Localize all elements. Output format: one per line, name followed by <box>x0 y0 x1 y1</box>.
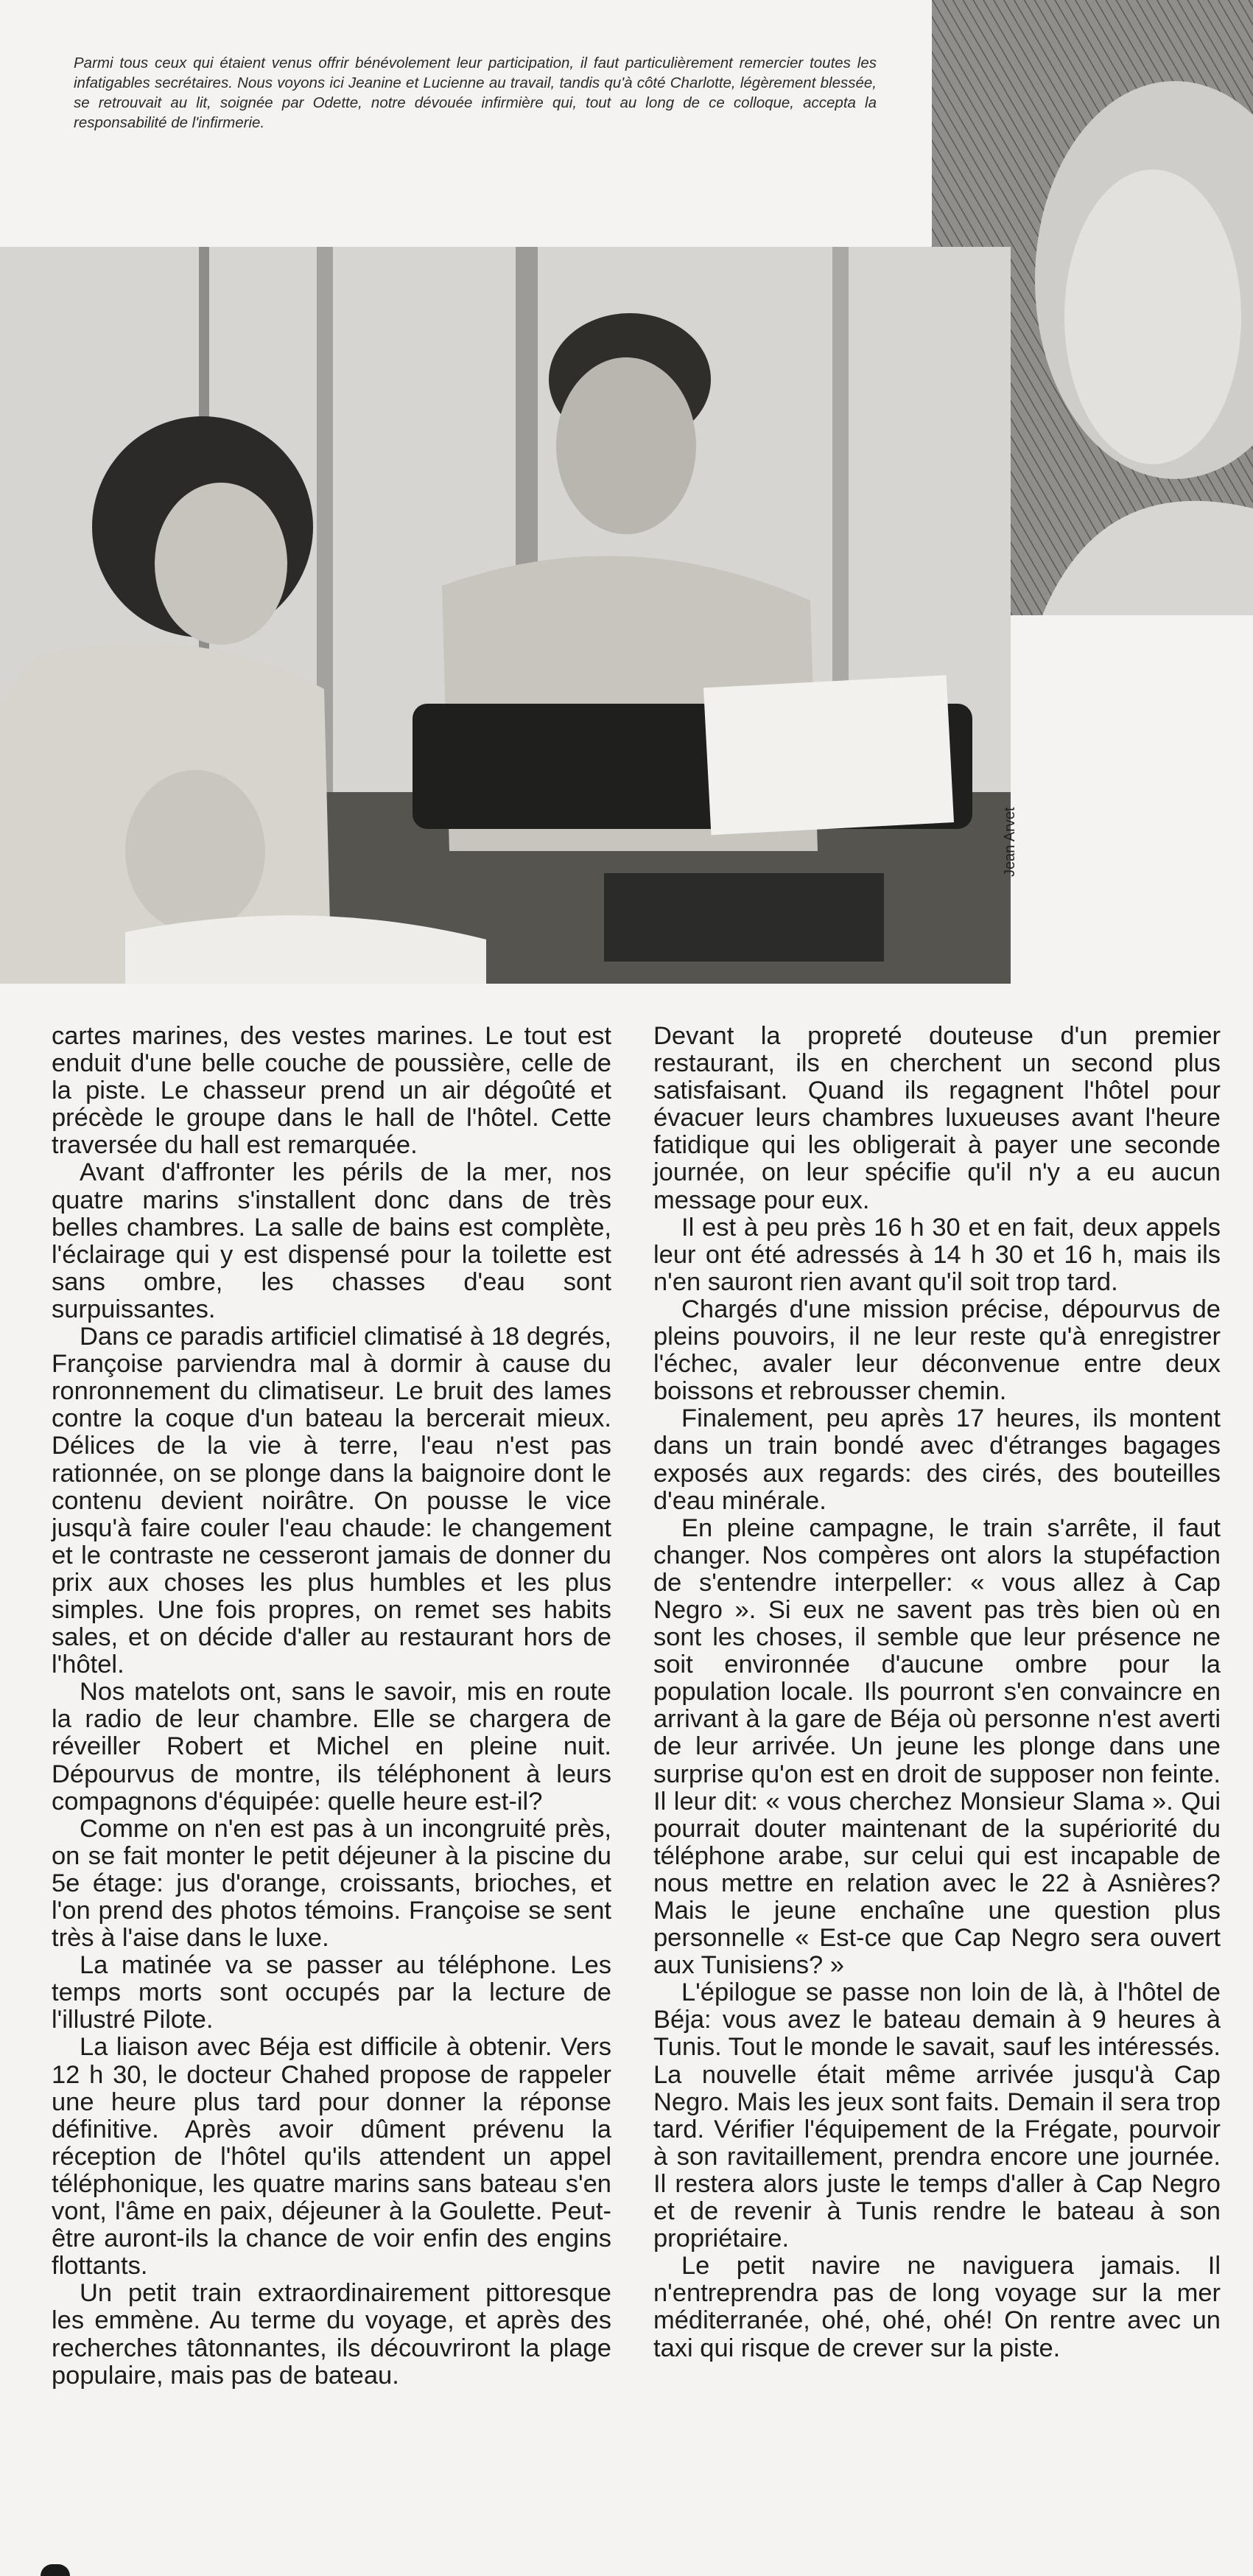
left-paragraph: La matinée va se passer au téléphone. Les temps morts sont occupés par la lecture de l'illustré Pilote. <box>52 1951 611 2034</box>
right-paragraph: Chargés d'une mission précise, dépourvus de pleins pouvoirs, il ne leur reste qu'à enregistrer l'échec, avaler leur déconvenue entre deux boissons et rebrousser chemin. <box>653 1295 1221 1406</box>
left-paragraph: Nos matelots ont, sans le savoir, mis en route la radio de leur chambre. Elle se chargera de réveiller Robert et Michel en pleine nuit. Dépourvus de montre, ils téléphonent à leurs compagnons d'équipée: quelle heure est-il? <box>52 1678 611 1816</box>
right-paragraph: Il est à peu près 16 h 30 et en fait, deux appels leur ont été adressés à 14 h 30 et 16 h, mais ils n'en sauront rien avant qu'il soit trop tard. <box>653 1213 1221 1296</box>
page-corner-mark <box>41 2564 70 2576</box>
right-paragraph: Finalement, peu après 17 heures, ils montent dans un train bondé avec d'étranges bagages exposés aux regards: des cirés, des bouteilles d'eau minérale. <box>653 1404 1221 1515</box>
right-paragraph: Le petit navire ne naviguera jamais. Il n'entreprendra pas de long voyage sur la mer méditerranée, ohé, ohé, ohé! On rentre avec un taxi qui risque de crever sur la piste. <box>653 2252 1221 2362</box>
article-column-left <box>52 1023 611 2390</box>
left-paragraph: Avant d'affronter les périls de la mer, nos quatre marins s'installent donc dans de très belles chambres. La salle de bains est complète, l'éclairage qui y est dispensé pour la toilette est sans ombre, les chasses d'eau sont surpuissantes. <box>52 1158 611 1323</box>
secretaries-photo-drawing <box>0 247 1011 984</box>
left-paragraph: Un petit train extraordinairement pittoresque les emmène. Au terme du voyage, et après des recherches tâtonnantes, ils découvriront la plage populaire, mais pas de bateau. <box>52 2279 611 2390</box>
secretaries-photo <box>0 247 1011 984</box>
left-paragraph: Comme on n'en est pas à un incongruité près, on se fait monter le petit déjeuner à la piscine du 5e étage: jus d'orange, croissants, brioches, et l'on prend des photos témoins. Françoise se sent très à l'aise dans le luxe. <box>52 1814 611 1953</box>
right-paragraph: En pleine campagne, le train s'arrête, il faut changer. Nos compères ont alors la stupéfaction de s'entendre interpeller: « vous allez à Cap Negro ». Si eux ne savent pas très bien où en sont les choses, il semble que leur présence ne soit environnée d'aucune ombre pour la population locale. Ils pourront s'en convaincre en arrivant à la gare de Béja où personne n'est averti de leur arrivée. Un jeune les plonge dans une surprise qu'on est en droit de supposer non feinte. Il leur dit: « vous cherchez Monsieur Slama ». Qui pourrait douter maintenant de la supériorité du téléphone arabe, sur celui qui est incapable de nous mettre en relation avec le 22 à Asnières? Mais le jeune enchaîne une question plus personnelle « Est-ce que Cap Negro sera ouvert aux Tunisiens? » <box>653 1513 1221 1980</box>
right-paragraph: Devant la propreté douteuse d'un premier restaurant, ils en cherchent un second plus satisfaisant. Quand ils regagnent l'hôtel pour évacuer leurs chambres luxueuses avant l'heure fatidique qui les obligerait à payer une seconde journée, on leur spécifie qu'il n'y a eu aucun message pour eux. <box>653 1022 1221 1214</box>
left-paragraph: La liaison avec Béja est difficile à obtenir. Vers 12 h 30, le docteur Chahed propose de rappeler une heure plus tard pour donner la réponse définitive. Après avoir dûment prévenu la réception de l'hôtel qu'ils attendent un appel téléphonique, les quatre marins sans bateau s'en vont, l'âme en paix, déjeuner à la Goulette. Peut-être auront-ils la chance de voir enfin des engins flottants. <box>52 2033 611 2281</box>
left-paragraph: Dans ce paradis artificiel climatisé à 18 degrés, Françoise parviendra mal à dormir à cause du ronronnement du climatiseur. Le bruit des lames contre la coque d'un bateau la bercerait mieux. Délices de la vie à terre, l'eau n'est pas rationnée, on se plonge dans la baignoire dont le contenu devient noirâtre. On pousse le vice jusqu'à faire couler l'eau chaude: le changement et le contraste ne cesseront jamais de donner du prix aux choses les plus humbles et les plus simples. Une fois propres, on remet ses habits sales, et on décide d'aller au restaurant hors de l'hôtel. <box>52 1323 611 1679</box>
photo-caption: Parmi tous ceux qui étaient venus offrir bénévolement leur participation, il faut particulièrement remercier toutes les infatigables secrétaires. Nous voyons ici Jeanine et Lucienne au travail, tandis qu'à côté Charlotte, légèrement blessée, se retrouvait au lit, soignée par Odette, notre dévouée infirmière qui, tout au long de ce colloque, accepta la responsabilité de l'infirmerie. <box>74 55 877 131</box>
left-paragraph: cartes marines, des vestes marines. Le tout est enduit d'une belle couche de poussière, celle de la piste. Le chasseur prend un air dégoûté et précède le groupe dans le hall de l'hôtel. Cette traversée du hall est remarquée. <box>52 1022 611 1160</box>
photo-credit: Jean Arvet <box>1002 807 1018 877</box>
article-column-right <box>653 1023 1221 2362</box>
right-paragraph: L'épilogue se passe non loin de là, à l'hôtel de Béja: vous avez le bateau demain à 9 heures à Tunis. Tout le monde le savait, sauf les intéressés. La nouvelle était même arrivée jusqu'à Cap Negro. Mais les jeux sont faits. Demain il sera trop tard. Vérifier l'équipement de la Frégate, pourvoir à son ravitaillement, prendra encore une journée. Il restera alors juste le temps d'aller à Cap Negro et de revenir à Tunis rendre le bateau à son propriétaire. <box>653 1978 1221 2253</box>
